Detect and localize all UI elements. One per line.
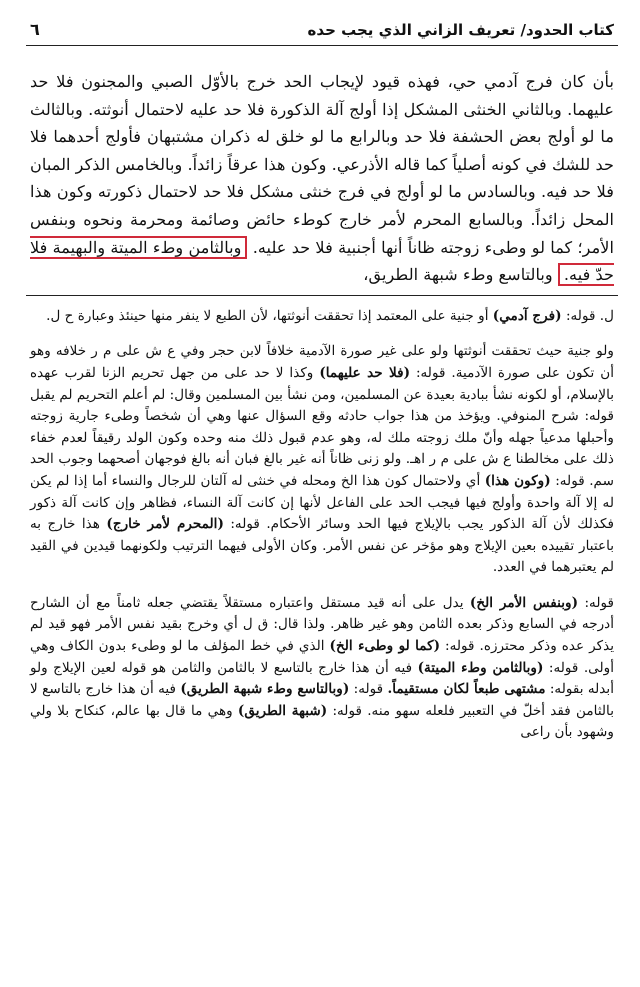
- commentary-text: قوله:: [353, 681, 384, 698]
- commentary-keyword: (فلا حد عليهما): [319, 364, 410, 381]
- commentary-keyword: (وبالتاسع وطء شبهة الطريق): [180, 681, 350, 698]
- header-title: كتاب الحدود/ تعريف الزاني الذي يجب حده: [307, 21, 614, 39]
- running-header: [26, 14, 618, 46]
- commentary-keyword: مشتهى طبعاً لكان مستقيماً.: [387, 681, 546, 698]
- commentary-text: وكذا لا حد على من جهل تحريم الزنا لقرب عهده بالإسلام، أو لكونه نشأ ببادية بعيدة عن المسلمين، ومن نشأ بين المسلمين وقال: لم أعلم التحريم لم يقبل قوله: شرح المنوفي. ويؤخذ من هذا جواب حادثه وقع السؤال عنها وهي أن شخصاً وطىء جارية زوجته وأحبلها مدعياً جهله وأنّ ملك زوجته ملك له، وهو عدم قبول ذلك منه وحده وكون الولد رقيقاً لعدم خفاء ذلك على مخالطنا ع ش على م ر اهـ. ولو زنى ظاناً أنه غير بالغ فبان أنه بالغ فوجهان أصحهما وجوب الحد سم. قوله:: [30, 364, 614, 489]
- commentary-text: فيه أن هذا خارج بالتاسع لا بالثامن فقد أخلّ في التعبير فلعله سهو منه. قوله:: [30, 681, 614, 719]
- highlighted-passage: وبالثامن وطء الميتة والبهيمة فلا حدّ فيه.: [30, 237, 614, 285]
- commentary-keyword: (المحرم لأمر خارج): [106, 516, 224, 533]
- commentary-text: أو جنية على المعتمد إذا تحققت أنوثتها، لأن الطبع لا ينفر منها حينئذ وعبارة ح ل.: [46, 307, 489, 324]
- commentary-text: ولو جنية حيث تحققت أنوثتها ولو على غير صورة الآدمية خلافاً لابن حجر وفي ع ش على م ر خلافه وهو أن تكون على صورة الآدمية. قوله:: [30, 343, 614, 381]
- commentary-text: أي ولاحتمال كون هذا الخ ومحله في خنثى له آلتان للرجال والنساء أما إذا لم يكن له إلا آلة واحدة وأولج فيها فيجب الحد على الفاعل لأنها إن كانت آلة النساء، فظاهر وإن كانت آلة ذكور فكذلك لأن آلة الذكور يجب بالإيلاج فيها الحد وسائر الأحكام. قوله:: [30, 472, 614, 533]
- main-text-part-1: بأن كان فرج آدمي حي، فهذه قيود لإيجاب الحد خرج بالأوّل الصبي والمجنون فلا حد عليهما. وبالثاني الخنثى المشكل إذا أولج آلة الذكورة فلا حد عليه لاحتمال أنوثته. وبالثالث ما لو أولج بعض الحشفة فلا حد وبالرابع ما لو خلق له ذكران مشتبهان فأولج أحدهما فلا حد للشك في كونه أصلياً كما قاله الأذرعي. وكون هذا عرقاً زائداً. وبالخامس الذكر المبان فلا حد فيه. وبالسادس ما لو أولج في فرج خنثى مشكل فلا حد لاحتمال ذكورته وكون هذا المحل زائداً. وبالسابع المحرم لأمر خارج كوطء حائض وصائمة ومحرمة ونحوه وبنفس الأمر؛ كما لو وطىء زوجته ظاناً أنها أجنبية فلا حد عليه.: [30, 72, 614, 257]
- commentary-keyword: (وبنفس الأمر الخ): [469, 594, 579, 611]
- text-divider: [26, 295, 618, 296]
- commentary-keyword: (كما لو وطىء الخ): [329, 638, 441, 655]
- commentary-keyword: (شبهة الطريق): [237, 702, 328, 719]
- commentary-text: وهي ما قال بها عالم، كنكاح بلا ولي وشهود بأن راعى: [30, 702, 614, 741]
- page-number: ٦: [30, 20, 40, 39]
- commentary-text: الذي في خط المؤلف ما لو وطىء بدون الكاف وهي أولى. قوله:: [30, 638, 614, 676]
- commentary-paragraph-1: [30, 306, 614, 328]
- main-text-paragraph: [30, 68, 614, 289]
- commentary-keyword: (فرج آدمي): [492, 307, 562, 324]
- commentary-paragraph-2: [30, 341, 614, 579]
- main-text-part-2: وبالتاسع وطء شبهة الطريق،: [363, 265, 553, 285]
- commentary-text: ل. قوله:: [565, 307, 614, 324]
- commentary-text: هذا خارج به باعتبار تقييده بعين الإيلاج وهو مؤخر عن نفس الأمر. وكان الأولى فيهما الترتيب ولكونهما قيدين في القيد لم يعتبرهما في العدد.: [30, 516, 614, 576]
- commentary-text: قوله:: [584, 594, 614, 611]
- commentary: [26, 306, 618, 744]
- commentary-paragraph-3: [30, 593, 614, 744]
- commentary-text: يدل على أنه قيد مستقل واعتباره مستقلاً يقتضي جعله ثامناً مع أن الشارح أدرجه في السابع وذكر بعده الثامن وهو غير ظاهر. ولذا قال: ق ل أي وخرج بقيد نفس الأمر فهو قيد لم يذكر عده وذكر محترزه. قوله:: [30, 594, 614, 655]
- main-text: [26, 68, 618, 289]
- commentary-text: فيه أن هذا خارج بالتاسع لا بالثامن والثامن هو قوله لعين الإيلاج ولو أبدله بقوله:: [30, 659, 614, 698]
- commentary-keyword: (وبالثامن وطء الميتة): [417, 659, 544, 676]
- commentary-keyword: (وكون هذا): [484, 472, 551, 489]
